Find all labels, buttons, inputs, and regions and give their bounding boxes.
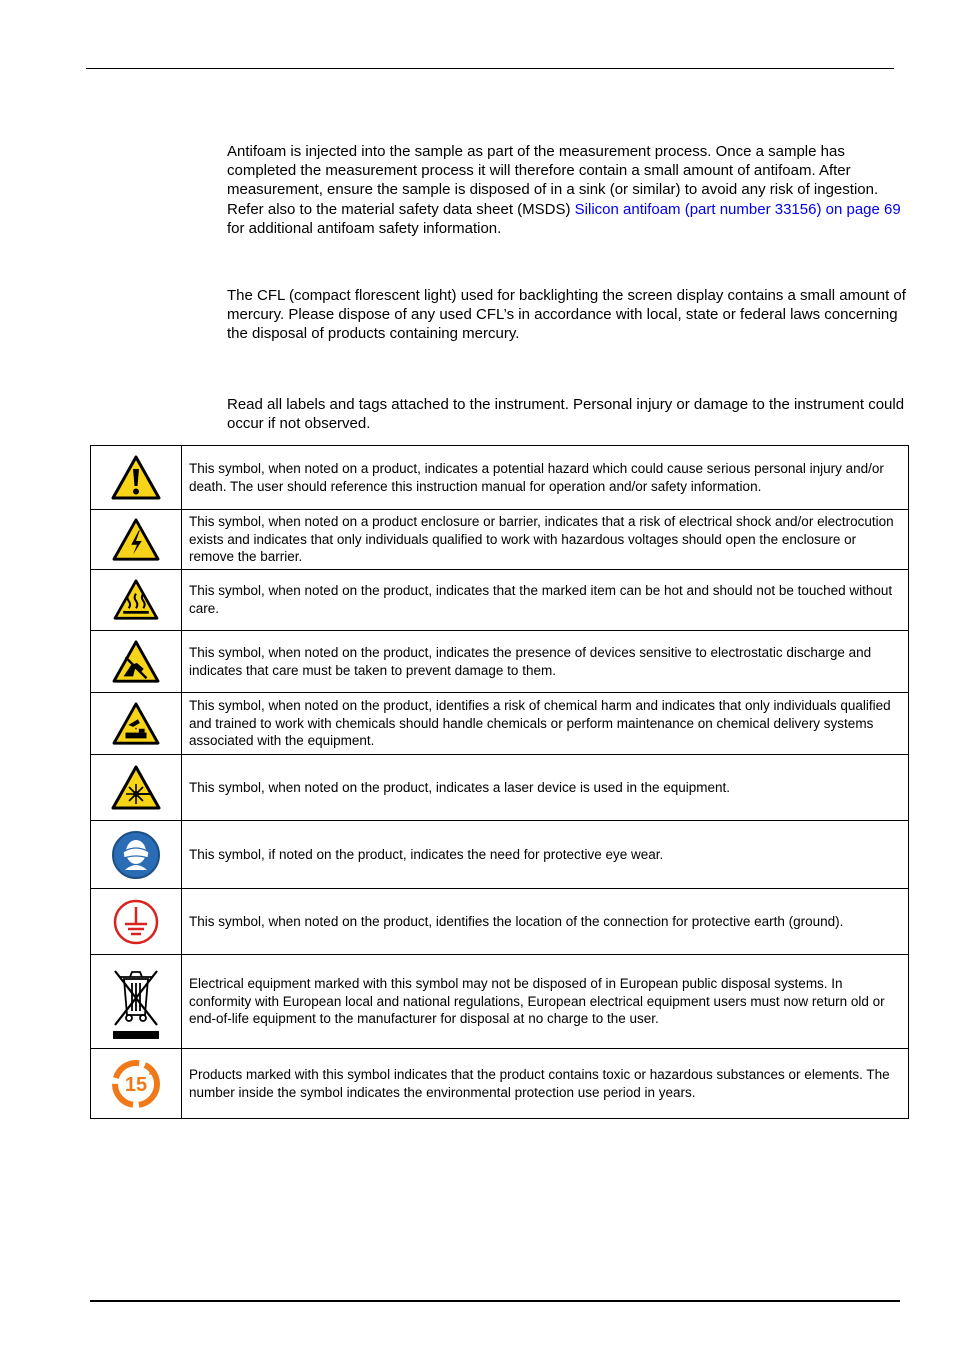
symbol-cell — [91, 821, 182, 889]
symbol-description: This symbol, when noted on a product enclosure or barrier, indicates that a risk of electrical shock and/or electrocution exists and indicates that only individuals qualified to work with hazardous voltages should open the enclosure or remove the barrier. — [182, 510, 909, 570]
laser-warning-icon — [111, 765, 161, 811]
symbol-cell — [91, 1049, 182, 1119]
epup-years-label: 15 — [124, 1073, 148, 1096]
symbol-description: This symbol, when noted on the product, indicates the presence of devices sensitive to electrostatic discharge and indicates that care must be taken to prevent damage to them. — [182, 631, 909, 693]
eye-protection-icon — [111, 830, 161, 880]
symbol-description: Products marked with this symbol indicates that the product contains toxic or hazardous substances or elements. The number inside the symbol indicates the environmental protection use period in years. — [182, 1049, 909, 1119]
electrical-shock-warning-icon — [112, 518, 160, 562]
chemical-hazard-warning-icon — [112, 702, 160, 746]
table-row — [91, 755, 909, 821]
table-row — [91, 889, 909, 955]
symbol-description: This symbol, when noted on the product, identifies a risk of chemical harm and indicates that only individuals qualified and trained to work with chemicals should handle chemicals or perform maintenance on chemical delivery systems associated with the equipment. — [182, 693, 909, 755]
antifoam-paragraph — [227, 142, 907, 238]
weee-crossed-bin-icon — [110, 963, 162, 1041]
table-row — [91, 693, 909, 755]
symbol-description: This symbol, if noted on the product, indicates the need for protective eye wear. — [182, 821, 909, 889]
symbol-cell — [91, 570, 182, 631]
symbol-description: This symbol, when noted on a product, indicates a potential hazard which could cause serious personal injury and/or death. The user should reference this instruction manual for operation and/or safety information. — [182, 446, 909, 510]
symbol-description: This symbol, when noted on the product, indicates that the marked item can be hot and should not be touched without care. — [182, 570, 909, 631]
symbol-description: This symbol, when noted on the product, identifies the location of the connection for protective earth (ground). — [182, 889, 909, 955]
symbol-description: This symbol, when noted on the product, indicates a laser device is used in the equipment. — [182, 755, 909, 821]
symbol-cell — [91, 955, 182, 1049]
protective-earth-icon — [112, 898, 160, 946]
antifoam-text: Antifoam is injected into the sample as part of the measurement process. Once a sample has completed the measurement process it will therefore contain a small amount of antifoam. After measurement, ensure the sample is disposed of in a sink (or similar) to avoid any risk of ingestion. Refer also to the material safety data sheet (MSDS) — [227, 143, 879, 218]
table-row — [91, 570, 909, 631]
symbol-cell — [91, 510, 182, 570]
table-row — [91, 631, 909, 693]
symbol-cell — [91, 631, 182, 693]
symbol-cell — [91, 693, 182, 755]
symbol-description: Electrical equipment marked with this symbol may not be disposed of in European public disposal systems. In conformity with European local and national regulations, European electrical equipment users must now return old or end-of-life equipment to the manufacturer for disposal at no charge to the user. — [182, 955, 909, 1049]
safety-symbols-table — [90, 445, 909, 1119]
environmental-protection-period-icon — [111, 1059, 161, 1109]
electrostatic-discharge-warning-icon — [112, 640, 160, 684]
table-row — [91, 446, 909, 510]
symbol-cell — [91, 446, 182, 510]
symbol-cell — [91, 755, 182, 821]
antifoam-text-end: for additional antifoam safety information. — [227, 219, 502, 237]
table-row — [91, 1049, 909, 1119]
cfl-paragraph: The CFL (compact florescent light) used for backlighting the screen display contains a small amount of mercury. Please dispose of any used CFL’s in accordance with local, state or federal laws concerning the disposal of products containing mercury. — [227, 287, 906, 343]
footer-rule — [90, 1300, 900, 1302]
table-row — [91, 510, 909, 570]
table-row — [91, 955, 909, 1049]
symbol-cell — [91, 889, 182, 955]
general-hazard-warning-icon — [111, 455, 161, 501]
labels-paragraph: Read all labels and tags attached to the instrument. Personal injury or damage to the instrument could occur if not observed. — [227, 396, 905, 433]
hot-surface-warning-icon — [113, 579, 159, 621]
table-row — [91, 821, 909, 889]
header-rule — [86, 68, 894, 69]
msds-link[interactable]: Silicon antifoam (part number 33156) on page 69 — [574, 200, 901, 218]
